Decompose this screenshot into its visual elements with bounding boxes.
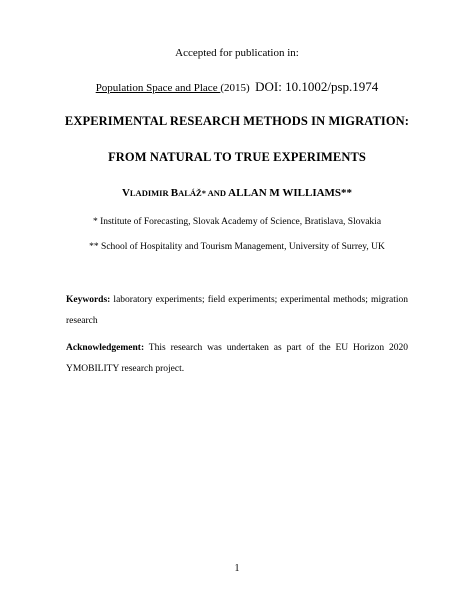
publication-year: (2015): [220, 82, 250, 94]
keywords-paragraph: [66, 290, 408, 332]
keywords-text: laboratory experiments; field experiments; experimental methods; migration research: [66, 295, 408, 326]
author1-last-rest: ALÁŽ*: [178, 188, 206, 198]
paper-title-line-2: FROM NATURAL TO TRUE EXPERIMENTS: [108, 150, 366, 164]
journal-name: Population Space and Place: [95, 82, 221, 94]
acceptance-note: Accepted for publication in:: [175, 47, 299, 59]
author1-first-rest: LADIMIR: [129, 188, 171, 198]
acknowledgement-text: This research was undertaken as part of the EU Horizon 2020 YMOBILITY research project.: [66, 343, 408, 374]
author2-name: ALLAN M WILLIAMS**: [228, 187, 353, 199]
keywords-label: Keywords:: [66, 295, 111, 305]
affiliation-2: ** School of Hospitality and Tourism Management, University of Surrey, UK: [89, 242, 385, 252]
author1-first-initial: V: [121, 187, 130, 199]
author-conjunction: AND: [205, 188, 229, 198]
author1-last-initial: B: [170, 187, 179, 199]
paper-title-line-1: EXPERIMENTAL RESEARCH METHODS IN MIGRATION:: [64, 114, 410, 128]
affiliation-1: * Institute of Forecasting, Slovak Academy of Science, Bratislava, Slovakia: [92, 217, 382, 227]
acknowledgement-label: Acknowledgement:: [66, 343, 145, 353]
author-line: [0, 187, 474, 199]
acknowledgement-paragraph: [66, 338, 408, 380]
journal-citation: [0, 79, 474, 95]
page-number: 1: [234, 563, 240, 574]
doi: DOI: 10.1002/psp.1974: [255, 79, 379, 94]
